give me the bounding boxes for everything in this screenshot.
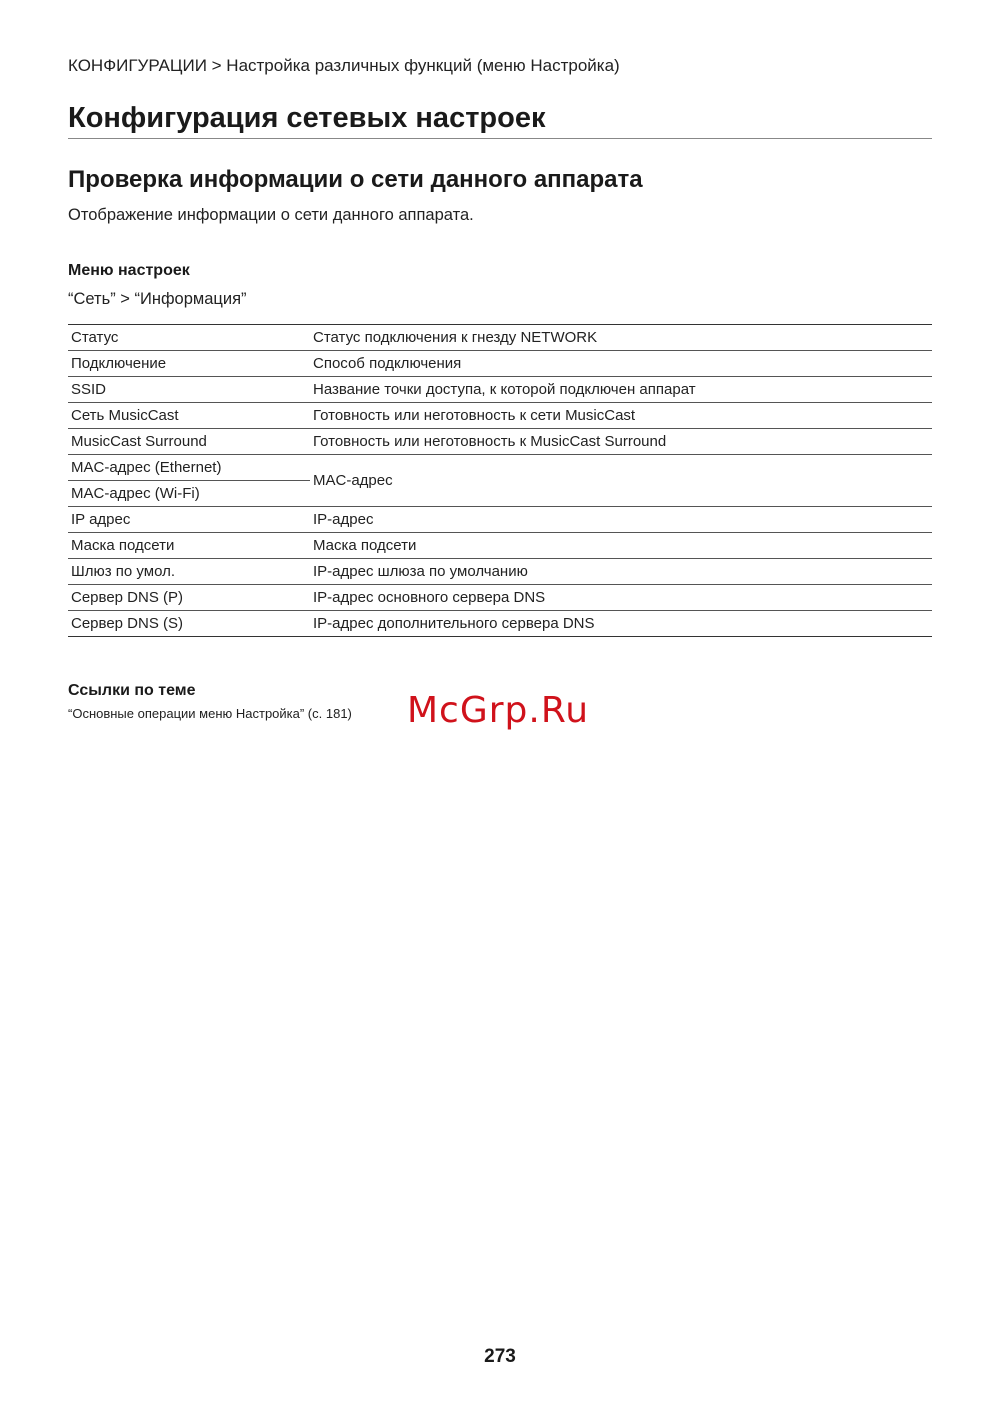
param-name: MusicCast Surround [68,429,310,455]
param-name: Статус [68,325,310,351]
param-description: IP-адрес [310,507,932,533]
page-number: 273 [484,1346,516,1367]
table-row [68,507,932,533]
param-description: Способ подключения [310,351,932,377]
table-row [68,429,932,455]
related-heading: Ссылки по теме [68,682,196,699]
table-row [68,377,932,403]
menu-heading: Меню настроек [68,262,190,279]
param-description: Статус подключения к гнезду NETWORK [310,325,932,351]
param-name: Подключение [68,351,310,377]
table-row [68,403,932,429]
param-description: MAC-адрес [310,455,932,507]
param-description: Маска подсети [310,533,932,559]
table-row [68,533,932,559]
param-description: Готовность или неготовность к MusicCast Surround [310,429,932,455]
param-name: IP адрес [68,507,310,533]
section-title: Проверка информации о сети данного аппарата [68,166,643,193]
table-row [68,559,932,585]
related-link[interactable]: “Основные операции меню Настройка” (с. 181) [68,706,352,721]
param-name: Сеть MusicCast [68,403,310,429]
param-description: Готовность или неготовность к сети MusicCast [310,403,932,429]
table-row [68,611,932,637]
param-description: IP-адрес дополнительного сервера DNS [310,611,932,637]
param-name: Маска подсети [68,533,310,559]
param-description: Название точки доступа, к которой подключен аппарат [310,377,932,403]
param-name: SSID [68,377,310,403]
param-name: MAC-адрес (Ethernet) [68,455,310,481]
param-description: IP-адрес основного сервера DNS [310,585,932,611]
table-row [68,325,932,351]
breadcrumb: КОНФИГУРАЦИИ > Настройка различных функций (меню Настройка) [68,56,620,75]
section-intro: Отображение информации о сети данного аппарата. [68,206,474,224]
param-name: Шлюз по умол. [68,559,310,585]
table-row [68,351,932,377]
param-description: IP-адрес шлюза по умолчанию [310,559,932,585]
menu-path: “Сеть” > “Информация” [68,290,247,308]
table-row [68,585,932,611]
watermark: McGrp.Ru [407,690,590,731]
param-name: Сервер DNS (P) [68,585,310,611]
network-info-table [68,324,932,637]
table-row [68,455,932,481]
page-title: Конфигурация сетевых настроек [68,100,932,139]
param-name: MAC-адрес (Wi-Fi) [68,481,310,507]
param-name: Сервер DNS (S) [68,611,310,637]
